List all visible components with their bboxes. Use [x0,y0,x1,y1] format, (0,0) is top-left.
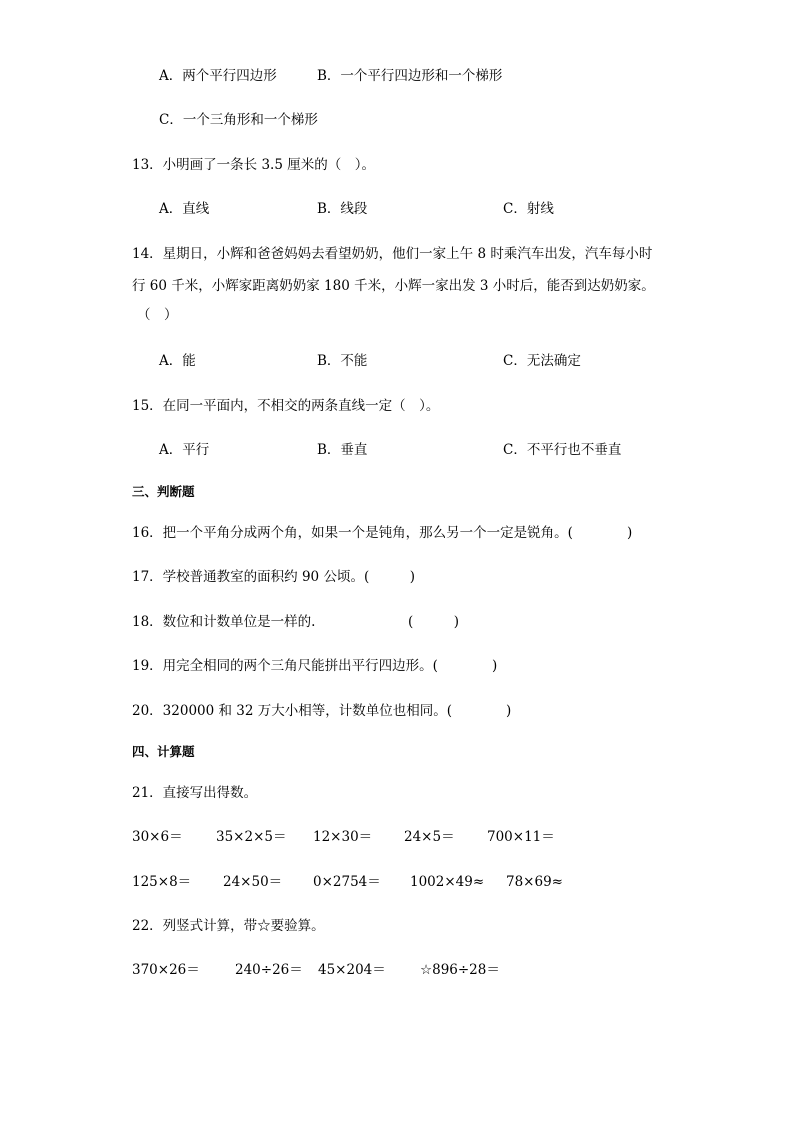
q12-option-c: C．一个三角形和一个梯形 [159,112,318,128]
q19-question: 19．用完全相同的两个三角尺能拼出平行四边形。( ) [132,658,498,674]
q22-question: 22．列竖式计算，带☆要验算。 [132,918,325,934]
q12-option-b: B．一个平行四边形和一个梯形 [317,68,503,84]
q12-option-a: A．两个平行四边形 [159,68,277,84]
q15-option-b: B．垂直 [317,442,368,458]
q21-item: 35×2×5＝ [216,829,287,845]
q14-question-line2: 行 60 千米，小辉家距离奶奶家 180 千米，小辉一家出发 3 小时后，能否到达奶奶家。 [132,278,655,294]
q21-item: 1002×49≈ [410,874,485,890]
q13-option-c: C．射线 [503,201,554,217]
q14-option-c: C．无法确定 [503,353,581,369]
q15-option-a: A．平行 [159,442,210,458]
q13-option-b: B．线段 [317,201,368,217]
q22-item: 370×26＝ [132,962,200,978]
q14-answer-blank: （ ） [137,307,178,323]
q21-question: 21．直接写出得数。 [132,785,258,801]
q20-question: 20．320000 和 32 万大小相等，计数单位也相同。( ) [132,703,512,719]
q22-item: 240÷26＝ [235,962,303,978]
q21-item: 30×6＝ [132,829,183,845]
q15-option-c: C．不平行也不垂直 [503,442,622,458]
q14-question-line1: 14．星期日，小辉和爸爸妈妈去看望奶奶，他们一家上午 8 时乘汽车出发，汽车每小时 [132,246,653,262]
q18-question: 18．数位和计数单位是一样的. [132,614,316,630]
q21-item: 24×50＝ [223,874,283,890]
q15-question: 15．在同一平面内，不相交的两条直线一定（ ）。 [132,398,440,414]
q21-item: 12×30＝ [313,829,373,845]
q21-item: 24×5＝ [404,829,455,845]
q21-item: 700×11＝ [487,829,555,845]
q13-question: 13．小明画了一条长 3.5 厘米的（ ）。 [132,157,375,173]
section-title-judgement: 三、判断题 [132,484,195,499]
q13-option-a: A．直线 [159,201,210,217]
q21-item: 78×69≈ [506,874,563,890]
q22-item: ☆896÷28＝ [420,962,500,978]
q18-answer-blank: ( ) [408,614,460,630]
section-title-calculation: 四、计算题 [132,744,195,759]
q14-option-a: A．能 [159,353,196,369]
q16-question: 16．把一个平角分成两个角，如果一个是钝角，那么另一个一定是锐角。( ) [132,525,633,541]
q21-item: 0×2754＝ [313,874,381,890]
q14-option-b: B．不能 [317,353,368,369]
q17-question: 17．学校普通教室的面积约 90 公顷。( ) [132,569,415,585]
q21-item: 125×8＝ [132,874,192,890]
q22-item: 45×204＝ [318,962,386,978]
